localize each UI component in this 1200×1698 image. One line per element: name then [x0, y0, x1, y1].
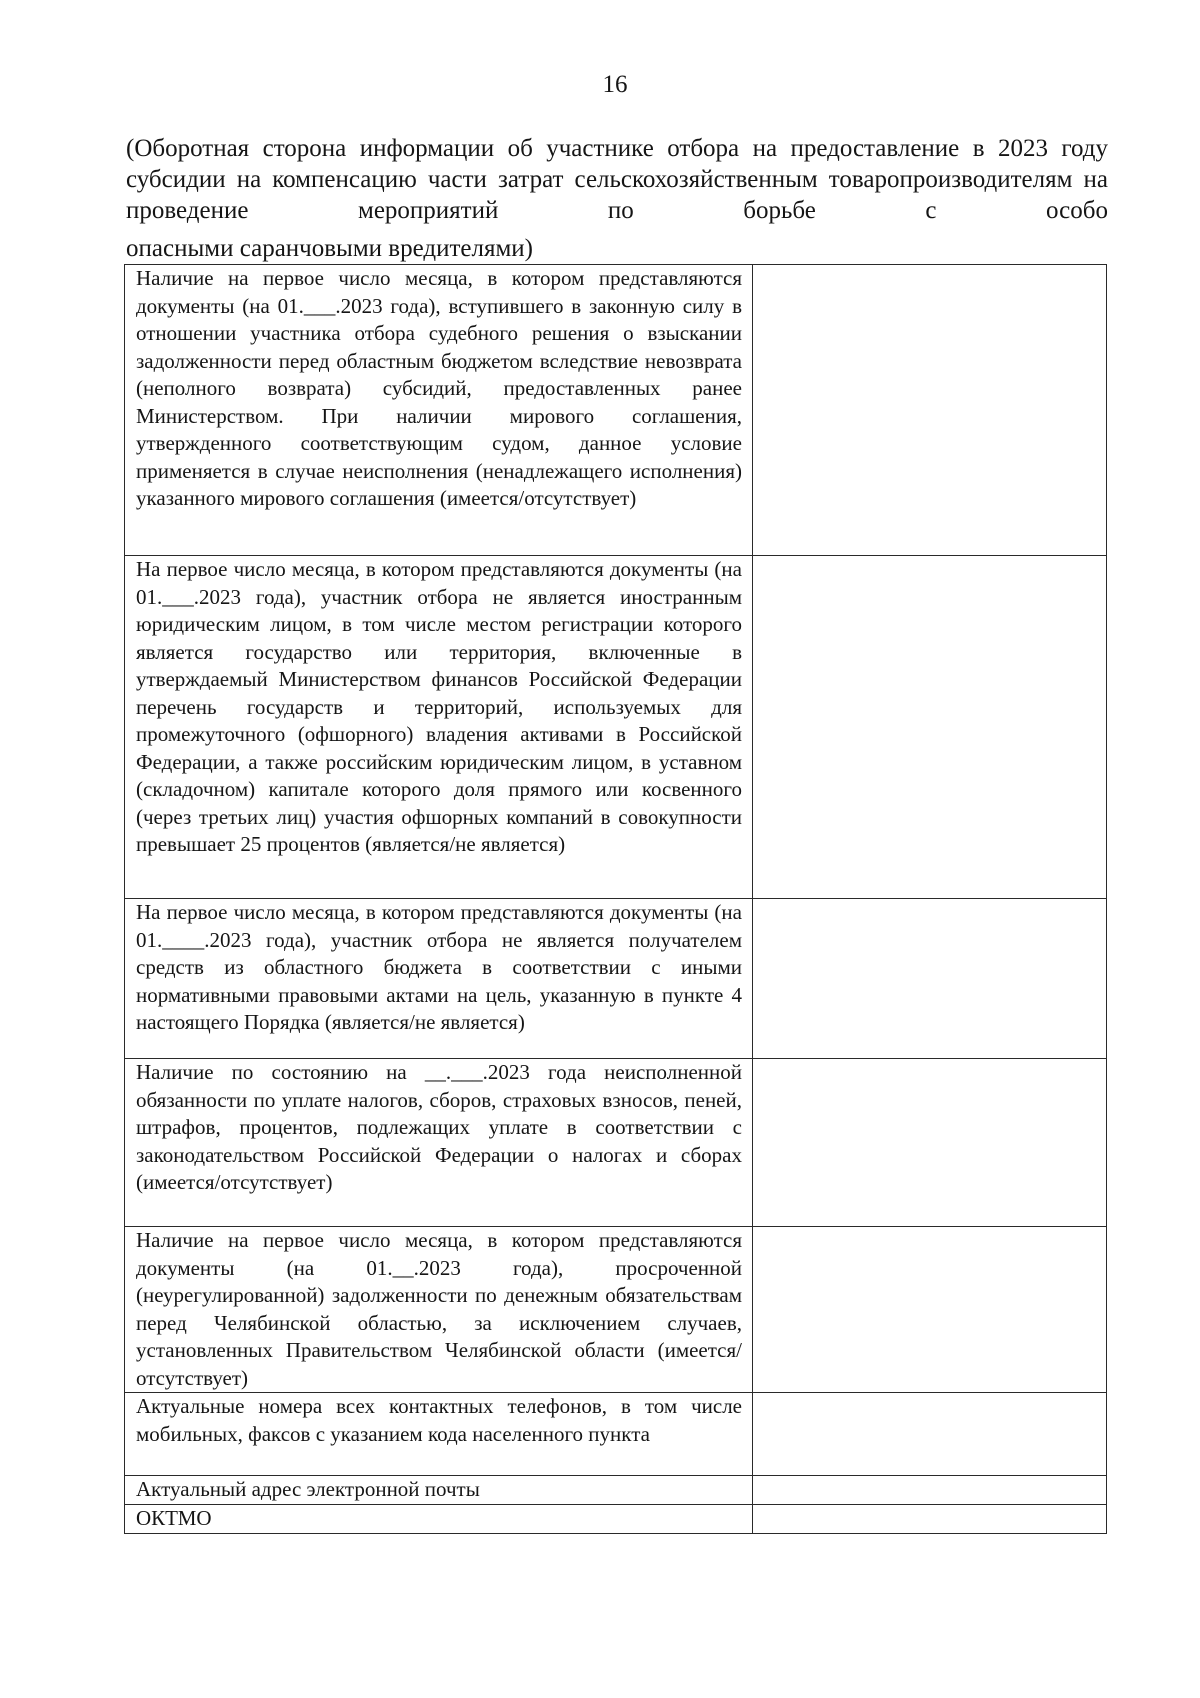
row-label-oktmo: ОКТМО: [125, 1505, 753, 1534]
row-value-court-debt: [753, 265, 1107, 556]
participant-info-table: [124, 264, 1107, 1534]
table-row: [125, 899, 1107, 1059]
row-value-email: [753, 1476, 1107, 1505]
table-row: [125, 1393, 1107, 1476]
intro-heading-last-line: опасными саранчовыми вредителями): [126, 235, 533, 262]
row-value-tax-obligations: [753, 1059, 1107, 1227]
row-value-contact-phones: [753, 1393, 1107, 1476]
table-row: [125, 265, 1107, 556]
row-value-offshore-status: [753, 556, 1107, 899]
row-value-oktmo: [753, 1505, 1107, 1534]
table-row: [125, 1505, 1107, 1534]
row-value-overdue-debt: [753, 1227, 1107, 1393]
table-row: [125, 556, 1107, 899]
row-label-court-debt: Наличие на первое число месяца, в котором представляются документы (на 01.___.2023 года), вступившего в законную силу в отношении участника отбора судебного решения о взыскании задолженности перед областным бюджетом вследствие невозврата (неполного возврата) субсидий, предоставленных ранее Министерством. При наличии мирового соглашения, утвержденного соответствующим судом, данное условие применяется в случае неисполнения (ненадлежащего исполнения) указанного мирового соглашения (имеется/отсутствует): [125, 265, 753, 556]
table-row: [125, 1059, 1107, 1227]
row-value-budget-recipient: [753, 899, 1107, 1059]
row-label-budget-recipient: На первое число месяца, в котором представляются документы (на 01.____.2023 года), участник отбора не является получателем средств из областного бюджета в соответствии с иными нормативными правовыми актами на цель, указанную в пункте 4 настоящего Порядка (является/не является): [125, 899, 753, 1059]
page-number: 16: [602, 71, 628, 98]
row-label-email: Актуальный адрес электронной почты: [125, 1476, 753, 1505]
intro-heading: (Оборотная сторона информации об участнике отбора на предоставление в 2023 году субсидии на компенсацию части затрат сельскохозяйственным товаропроизводителям на проведение мероприятий по борьбе с особо: [126, 135, 1108, 224]
row-label-overdue-debt: Наличие на первое число месяца, в котором представляются документы (на 01.__.2023 года), просроченной (неурегулированной) задолженности по денежным обязательствам перед Челябинской областью, за исключением случаев, установленных Правительством Челябинской области (имеется/отсутствует): [125, 1227, 753, 1393]
table-row: [125, 1227, 1107, 1393]
table-row: [125, 1476, 1107, 1505]
row-label-contact-phones: Актуальные номера всех контактных телефонов, в том числе мобильных, факсов с указанием кода населенного пункта: [125, 1393, 753, 1476]
row-label-offshore-status: На первое число месяца, в котором представляются документы (на 01.___.2023 года), участник отбора не является иностранным юридическим лицом, в том числе местом регистрации которого является государство или территория, включенные в утверждаемый Министерством финансов Российской Федерации перечень государств и территорий, используемых для промежуточного (офшорного) владения активами в Российской Федерации, а также российским юридическим лицом, в уставном (складочном) капитале которого доля прямого или косвенного (через третьих лиц) участия офшорных компаний в совокупности превышает 25 процентов (является/не является): [125, 556, 753, 899]
row-label-tax-obligations: Наличие по состоянию на __.___.2023 года неисполненной обязанности по уплате налогов, сборов, страховых взносов, пеней, штрафов, процентов, подлежащих уплате в соответствии с законодательством Российской Федерации о налогах и сборах (имеется/отсутствует): [125, 1059, 753, 1227]
